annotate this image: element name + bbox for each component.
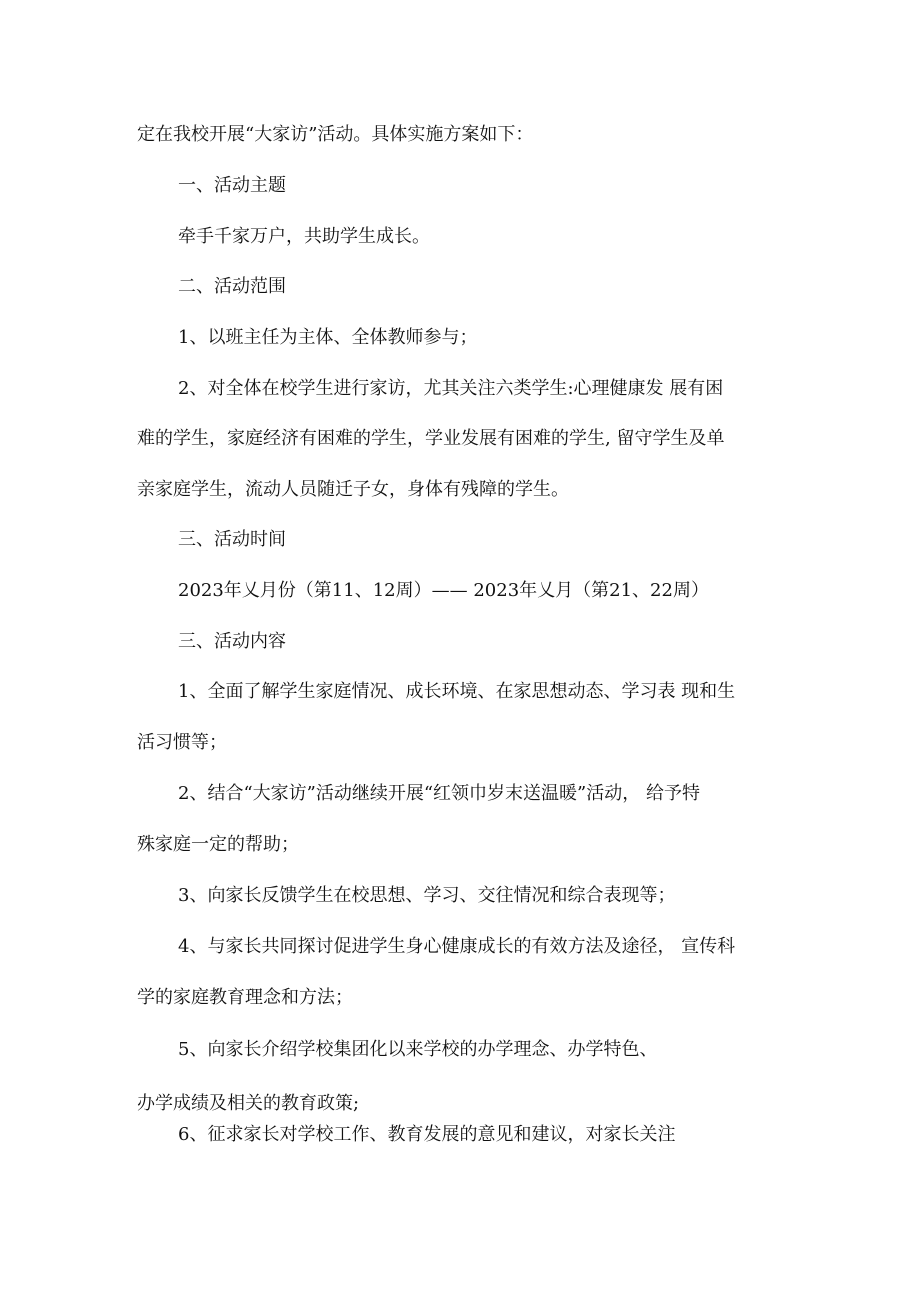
text-line-content-5b: 办学成绩及相关的教育政策; [137, 1093, 360, 1114]
text-line-content-2a: 2、结合“大家访”活动继续开展“红领巾岁末送温暖”活动， 给予特 [178, 783, 700, 804]
text-line-content-6: 6、征求家长对学校工作、教育发展的意见和建议，对家长关注 [178, 1124, 676, 1145]
text-line-1: 定在我校开展“大家访”活动。具体实施方案如下： [137, 124, 534, 145]
text-line-scope-2a: 2、对全体在校学生进行家访，尤其关注六类学生:心理健康发 展有困 [178, 378, 724, 399]
text-line-content-1a: 1、全面了解学生家庭情况、成长环境、在家思想动态、学习表 现和生 [178, 681, 736, 702]
text-line-scope-2c: 亲家庭学生，流动人员随迁子女，身体有残障的学生。 [137, 479, 569, 500]
section-heading-time: 三、活动时间 [178, 529, 286, 550]
text-line-scope-2b: 难的学生，家庭经济有困难的学生，学业发展有困难的学生, 留守学生及单 [137, 428, 725, 449]
text-line-content-2b: 殊家庭一定的帮助； [137, 834, 299, 855]
text-line-time-range: 2023年乂月份（第11、12周）—— 2023年乂月（第21、22周） [178, 580, 709, 601]
section-heading-scope: 二、活动范围 [178, 276, 286, 297]
text-line-content-4b: 学的家庭教育理念和方法； [137, 987, 353, 1008]
text-line-content-1b: 活习惯等； [137, 732, 227, 753]
text-line-scope-1: 1、以班主任为主体、全体教师参与； [178, 327, 478, 348]
text-line-theme-content: 牵手千家万户，共助学生成长。 [178, 226, 430, 247]
text-line-content-5a: 5、向家长介绍学校集团化以来学校的办学理念、办学特色、 [178, 1039, 658, 1060]
text-line-content-4a: 4、与家长共同探讨促进学生身心健康成长的有效方法及途径， 宣传科 [178, 936, 736, 957]
section-heading-content: 三、活动内容 [178, 631, 286, 652]
section-heading-theme: 一、活动主题 [178, 175, 286, 196]
text-line-content-3: 3、向家长反馈学生在校思想、学习、交往情况和综合表现等； [178, 885, 676, 906]
